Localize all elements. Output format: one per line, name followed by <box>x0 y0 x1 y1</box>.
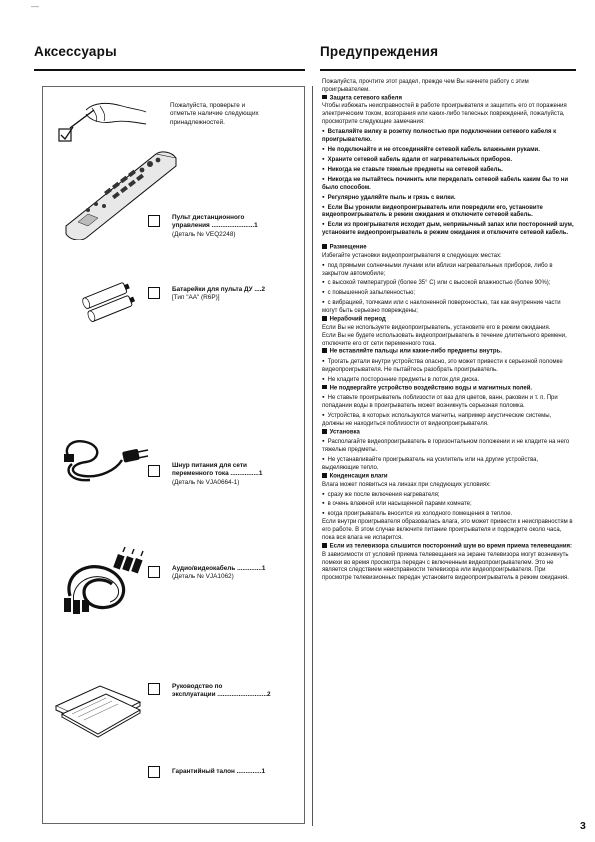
accessory-label: Аудио/видеокабель ..............1 <box>172 565 266 572</box>
power-cord-checkbox[interactable] <box>148 465 160 477</box>
accessory-detail: [Тип "АА" (R6P)] <box>172 294 220 302</box>
accessory-label: Пульт дистанционного <box>172 214 245 221</box>
warranty-checkbox[interactable] <box>148 766 160 778</box>
av-cable-checkbox[interactable] <box>148 566 160 578</box>
warning-bullet <box>322 375 574 385</box>
warning-bullet <box>322 437 574 455</box>
accessories-title: Аксессуары <box>34 44 117 59</box>
accessories-intro <box>170 102 300 127</box>
warning-paragraph <box>322 253 574 261</box>
accessory-detail: (Деталь № VEQ2248) <box>172 230 236 238</box>
warning-paragraph <box>322 333 574 349</box>
column-divider <box>312 86 313 826</box>
warning-bullet-text: с повышенной запыленностью; <box>327 290 416 297</box>
warning-bullet-text: под прямыми солнечными лучами или вблизи нагревательных приборов, либо в закрытом автомобиле; <box>322 262 553 277</box>
warning-bullet-text: Не ставьте проигрыватель поблизости от ваз для цветов, ванн, раковин и т. п. При попадании воды в проигрыватель может возникнуть серьезная поломка. <box>322 395 558 410</box>
warning-bullet-text: Если Вы уронили видеопроигрыватель или повредили его, установите видеопроигрыватель в режим ожидания и отключите сетевой кабель. <box>322 204 543 219</box>
warning-bullet-text: Если из проигрывателя исходит дым, непривычный запах или посторонний шум, установите видеопроигрыватель в режим ожидания и отключите сетевой кабель. <box>322 222 574 237</box>
warning-paragraph <box>322 103 574 127</box>
warning-bullet <box>322 165 574 175</box>
warning-bullet <box>322 499 574 509</box>
warning-paragraph-text: Если Вы не будете использовать видеопроигрыватель в течение длительного времени, отключите его от сети переменного тока. <box>322 332 567 347</box>
accessory-power-cord <box>172 462 302 487</box>
warning-paragraph-text: Чтобы избежать неисправностей в работе проигрывателя и защитить его от поражения электрическим током, возгорания или каких-либо телесных повреждений, пожалуйста, просмотрите следующие замечания: <box>322 103 567 126</box>
warning-bullet-text: Регулярно удаляйте пыль и грязь с вилки. <box>327 194 456 201</box>
warnings-title: Предупреждения <box>320 44 439 59</box>
warning-heading-text: Не вставляйте пальцы или какие-либо предметы внутрь. <box>329 349 502 356</box>
remote-control-illustration <box>58 148 180 240</box>
accessory-label: Шнур питания для сети <box>172 462 247 469</box>
warning-bullet <box>322 509 574 519</box>
hand-pen-illustration <box>56 98 148 150</box>
warning-bullet <box>322 278 574 288</box>
square-bullet-icon <box>322 316 327 321</box>
intro-line: принадлежностей. <box>170 118 225 126</box>
warning-bullet <box>322 393 574 411</box>
accessory-detail: (Деталь № VJA0664-1) <box>172 478 240 486</box>
accessory-label: Батарейки для пульта ДУ ....2 <box>172 286 265 293</box>
warning-heading <box>322 543 574 552</box>
warning-heading <box>322 429 574 438</box>
warning-bullet-text: Никогда не ставьте тяжелые предметы на сетевой кабель. <box>327 166 503 173</box>
remote-checkbox[interactable] <box>148 215 160 227</box>
accessory-remote <box>172 214 302 239</box>
accessory-label: Гарантийный талон ..............1 <box>172 768 266 775</box>
warning-heading <box>322 348 574 357</box>
warning-bullet <box>322 411 574 429</box>
warning-paragraph-text: Если внутри проигрывателя образовалась влага, это может привести к неисправностям в его работе. В этом случае включите питание проигрывателя и подождите около часа, пока вся влага не испарится. <box>322 519 573 542</box>
warning-bullet-text: Не подключайте и не отсоединяйте сетевой кабель влажными руками. <box>327 146 540 153</box>
warning-bullet <box>322 145 574 155</box>
warning-bullet-text: Трогать детали внутри устройства опасно, это может привести к серьезной поломке видеопроигрывателя. Не пытайтесь разобрать проигрыватель. <box>322 358 563 373</box>
warning-paragraph <box>322 552 574 584</box>
warning-bullet <box>322 220 574 238</box>
corner-mark: — <box>31 2 39 11</box>
warning-bullet-text: Располагайте видеопроигрыватель в горизонтальном положении и не кладите на него тяжелые предметы. <box>322 439 570 454</box>
warning-bullet <box>322 357 574 375</box>
accessory-label: управления ........................1 <box>172 222 258 230</box>
square-bullet-icon <box>322 429 327 434</box>
warning-paragraph <box>322 325 574 333</box>
accessory-label: Руководство по <box>172 683 223 690</box>
warning-bullet-text: с вибрацией, толчками или с наклоненной поверхностью, так как внутренние части могут быть серьезно повреждены; <box>322 300 561 315</box>
manuals-checkbox[interactable] <box>148 683 160 695</box>
warning-paragraph-text: Влага может появиться на линзах при следующих условиях: <box>322 481 491 488</box>
accessory-label: эксплуатации ............................2 <box>172 691 271 699</box>
accessory-detail: (Деталь № VJA1062) <box>172 573 234 581</box>
warning-bullet <box>322 203 574 221</box>
warning-bullet <box>322 193 574 203</box>
warning-bullet-text: Вставляйте вилку в розетку полностью при подключении сетевого кабеля к проигрывателю. <box>322 129 557 144</box>
warning-bullet-text: Не кладите посторонние предметы в лоток для диска. <box>327 376 480 383</box>
warning-heading-text: Нерабочий период <box>329 316 386 323</box>
warning-bullet-text: Никогда не пытайтесь починить или переделать сетевой кабель каким бы то ни было способом. <box>322 176 569 191</box>
warning-bullet-text: Устройства, в которых используются магниты, например акустические системы, должны не находиться поблизости от видеопроигрывателя. <box>322 413 552 427</box>
warning-heading <box>322 473 574 482</box>
warning-bullet <box>322 490 574 500</box>
square-bullet-icon <box>322 473 327 478</box>
accessory-batteries <box>172 286 302 303</box>
warnings-title-rule <box>320 69 576 71</box>
accessory-manuals <box>172 683 302 700</box>
warning-paragraph <box>322 79 574 95</box>
warning-paragraph-text: Пожалуйста, прочтите этот раздел, прежде чем Вы начнете работу с этим проигрывателем. <box>322 79 529 93</box>
warning-bullet <box>322 288 574 298</box>
warning-bullet-text: в очень влажной или насыщенной парами комнате; <box>327 501 472 508</box>
warning-heading-text: Если из телевизора слышится посторонний шум во время приема телевещания: <box>329 543 573 550</box>
warning-bullet <box>322 175 574 193</box>
warning-bullet <box>322 261 574 279</box>
warning-heading <box>322 385 574 394</box>
warning-bullet-text: с высокой температурой (более 35° С) или с высокой влажностью (более 90%); <box>327 280 551 287</box>
square-bullet-icon <box>322 348 327 353</box>
warning-bullet <box>322 298 574 316</box>
accessories-title-rule <box>34 69 305 71</box>
warning-paragraph <box>322 519 574 543</box>
manuals-illustration <box>52 676 144 738</box>
warning-heading-text: Размещение <box>329 244 367 251</box>
warning-heading <box>322 316 574 325</box>
warning-heading-text: Конденсация влаги <box>329 473 388 480</box>
warning-paragraph-text: Если Вы не используете видеопроигрыватель, установите его в режим ожидания. <box>322 324 551 331</box>
warning-heading <box>322 244 574 253</box>
warning-paragraph <box>322 482 574 490</box>
accessory-warranty <box>172 768 302 776</box>
intro-line: отметьте наличие следующих <box>170 110 259 118</box>
square-bullet-icon <box>322 543 327 548</box>
warning-paragraph-text: Избегайте установки видеопроигрывателя в следующих местах: <box>322 252 502 259</box>
batteries-illustration <box>82 280 142 326</box>
warning-paragraph-text: В зависимости от условий приема телевещания на экране телевизора могут возникнуть помехи во время просмотра передач с включенным видеопроигрывателем. Это не является следствием неисправности телевизора или видеопроигрывателя. При просмотре телевизионных передач установите видеопроигрыватель в режим ожидания. <box>322 551 569 582</box>
warning-heading-text: Защита сетевого кабеля <box>329 95 402 102</box>
square-bullet-icon <box>322 95 327 100</box>
warning-bullet-text: Храните сетевой кабель вдали от нагревательных приборов. <box>327 156 513 163</box>
accessory-label: переменного тока ................1 <box>172 470 263 478</box>
warning-bullet-text: сразу же после включения нагревателя; <box>327 491 440 498</box>
intro-line: Пожалуйста, проверьте и <box>170 102 246 109</box>
square-bullet-icon <box>322 244 327 249</box>
page-number: 3 <box>580 820 586 832</box>
warning-bullet <box>322 455 574 473</box>
warning-bullet-text: Не устанавливайте проигрыватель на усилитель или на другие устройства, выделяющие тепло. <box>322 457 539 472</box>
warning-bullet-text: когда проигрыватель вносится из холодного помещения в теплое. <box>327 511 513 518</box>
warning-heading-text: Не подвергайте устройство воздействию воды и магнитных полей. <box>329 385 533 392</box>
av-cable-illustration <box>60 546 148 616</box>
batteries-checkbox[interactable] <box>148 287 160 299</box>
power-cord-illustration <box>60 430 152 486</box>
warning-bullet <box>322 155 574 165</box>
accessory-av-cable <box>172 565 302 582</box>
square-bullet-icon <box>322 385 327 390</box>
warning-bullet <box>322 127 574 145</box>
warnings-body <box>322 79 574 583</box>
warning-heading-text: Установка <box>329 429 360 436</box>
